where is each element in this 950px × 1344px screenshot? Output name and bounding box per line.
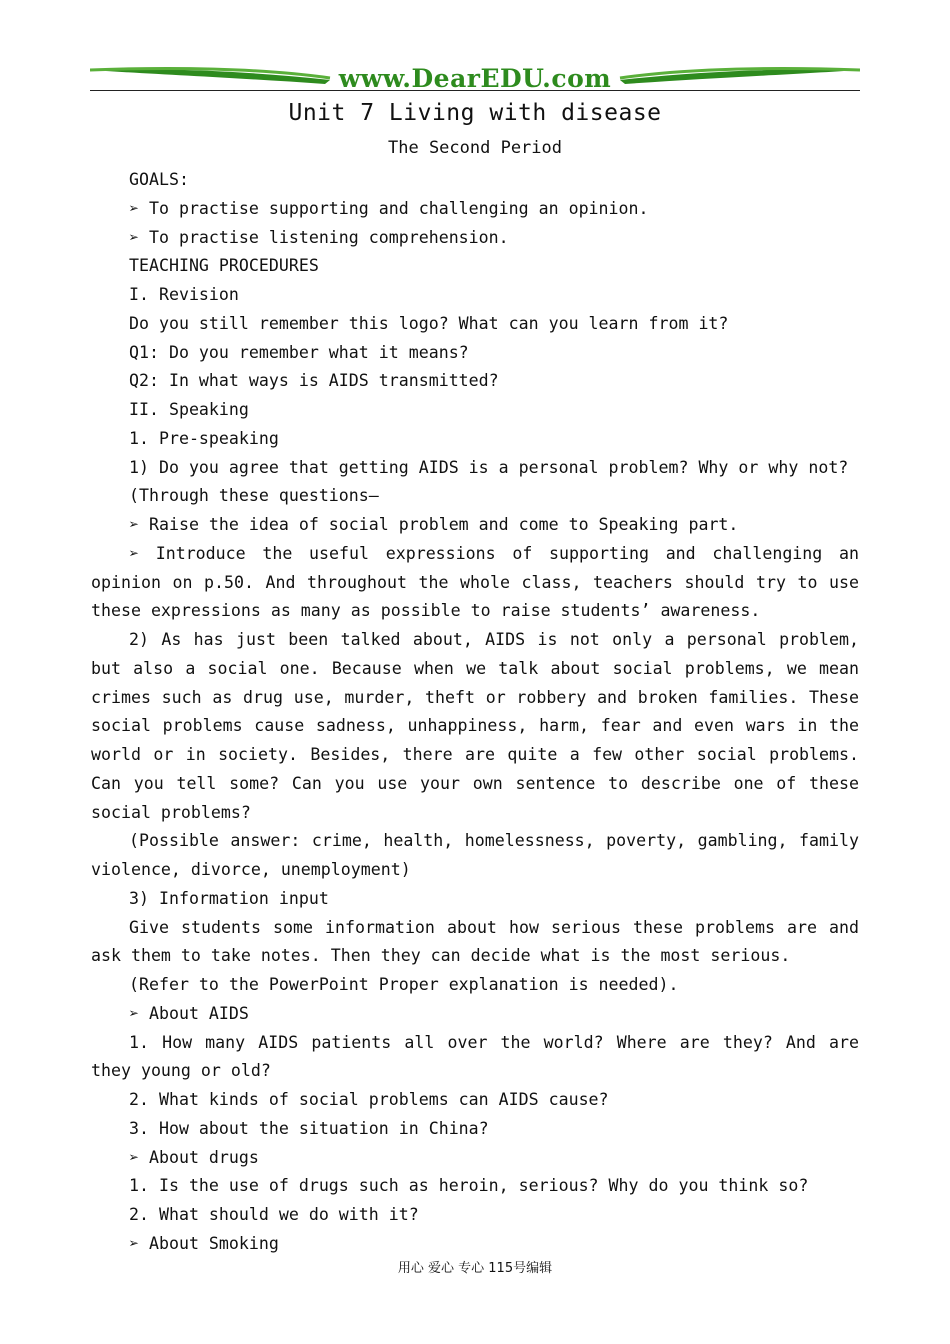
paragraph: 3. How about the situation in China? [129, 1118, 489, 1138]
page-footer: 用心 爱心 专心 115号编辑 [397, 1261, 553, 1276]
paragraph: (Refer to the PowerPoint Proper explanation is needed). [129, 975, 679, 994]
bullet-item: ➢ Raise the idea of social problem and come to Speaking part. [91, 511, 859, 540]
paragraph: (Possible answer: crime, health, homelessness, poverty, gambling, family violence, divorce, unemployment) [91, 831, 859, 879]
site-logo-text: www.DearEDU.com [338, 64, 612, 93]
paragraph: 2. What kinds of social problems can AIDS cause? [129, 1090, 609, 1109]
paragraph: 2. What should we do with it? [129, 1205, 419, 1224]
document-title: Unit 7 Living with disease [288, 100, 662, 126]
paragraph: Do you still remember this logo? What can you learn from it? [129, 313, 729, 333]
section-heading: TEACHING PROCEDURES [129, 256, 319, 276]
section-heading: 3) Information input [129, 888, 329, 908]
bullet-item: ➢ About Smoking [91, 1230, 859, 1259]
header-rule [90, 90, 860, 91]
section-heading: I. Revision [129, 285, 239, 304]
document-body [91, 166, 859, 1259]
paragraph: 1. How many AIDS patients all over the world? Where are they? And are they young or old? [91, 1032, 859, 1081]
section-heading: 1. Pre-speaking [129, 428, 279, 448]
bullet-item: ➢ To practise supporting and challenging an opinion. [91, 195, 859, 224]
bullet-item: ➢ Introduce the useful expressions of supporting and challenging an opinion on p.50. And throughout the whole class, teachers should try to use these expressions as many as possible to raise students’ awareness. [91, 540, 859, 626]
paragraph: Q1: Do you remember what it means? [129, 342, 469, 362]
document-subtitle: The Second Period [388, 138, 562, 158]
bullet-item: ➢ About AIDS [91, 1000, 859, 1029]
section-heading: GOALS: [129, 170, 189, 189]
bullet-item: ➢ About drugs [91, 1144, 859, 1173]
section-heading: II. Speaking [129, 400, 249, 419]
paragraph: 2) As has just been talked about, AIDS is not only a personal problem, but also a social one. Because when we talk about social problems, we mean crimes such as drug use, murder, theft or robbery and broken families. These social problems cause sadness, unhappiness, harm, fear and even wars in the world or in society. Besides, there are quite a few other social problems. Can you tell some? Can you use your own sentence to describe one of these social problems? [91, 630, 859, 822]
paragraph: Q2: In what ways is AIDS transmitted? [129, 371, 499, 391]
paragraph: Give students some information about how serious these problems are and ask them to take notes. Then they can decide what is the most serious. [91, 917, 859, 966]
paragraph: 1) Do you agree that getting AIDS is a personal problem? Why or why not? [129, 457, 849, 477]
paragraph: (Through these questions— [129, 486, 379, 506]
bullet-item: ➢ To practise listening comprehension. [91, 224, 859, 253]
paragraph: 1. Is the use of drugs such as heroin, serious? Why do you think so? [129, 1176, 809, 1196]
